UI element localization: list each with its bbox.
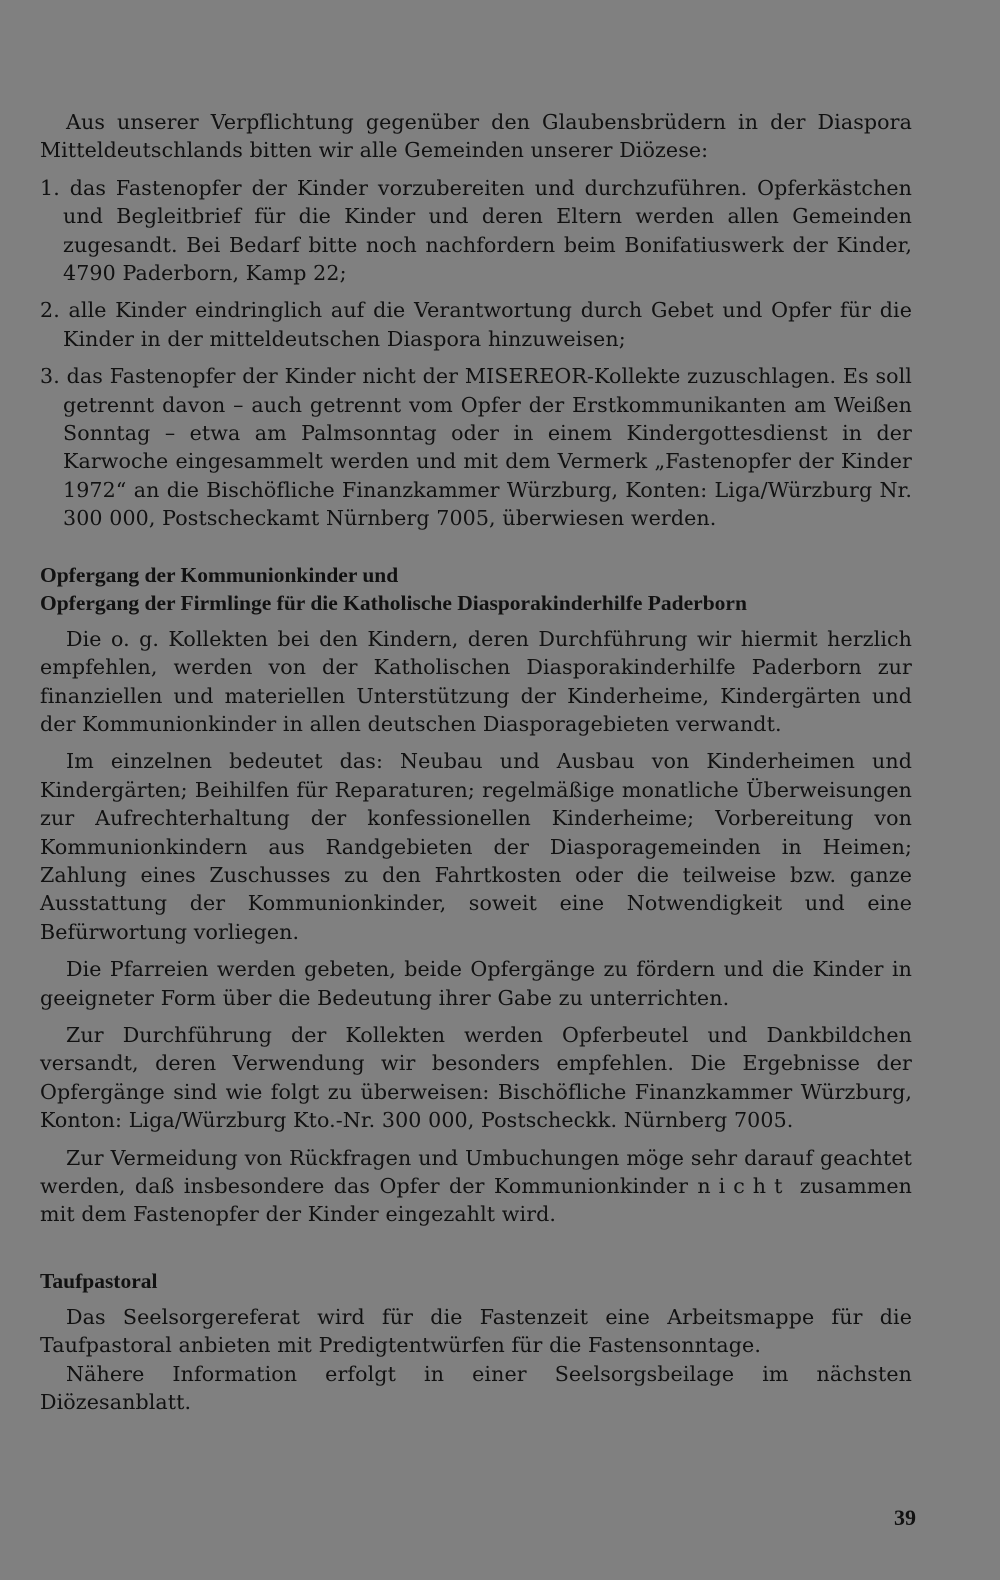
paragraph-seelsorgereferat: Das Seelsorgereferat wird für die Fastenzeit eine Arbeitsmappe für die Taufpastoral anbieten mit Predigtentwürfen für die Fastensonntage. <box>40 1304 912 1358</box>
emphasis-nicht: nicht <box>697 1174 791 1198</box>
paragraph-naehere-information: Nähere Information erfolgt in einer Seelsorgsbeilage im nächsten Diözesanblatt. <box>40 1361 912 1415</box>
list-item-1: 1. das Fastenopfer der Kinder vorzubereiten und durchzuführen. Opferkästchen und Begleitbrief für die Kinder und deren Eltern werden allen Gemeinden zugesandt. Bei Bedarf bitte noch nachfordern beim Bonifatiuswerk der Kinder, 4790 Paderborn, Kamp 22; <box>40 175 912 286</box>
intro-paragraph: Aus unserer Verpflichtung gegenüber den Glaubensbrüdern in der Diaspora Mitteldeutschlands bitten wir alle Gemeinden unserer Diözese: <box>40 110 912 163</box>
heading-taufpastoral: Taufpastoral <box>40 1268 158 1293</box>
list-item-2: 2. alle Kinder eindringlich auf die Verantwortung durch Gebet und Opfer für die Kinder in der mitteldeutschen Diaspora hinzuweisen; <box>40 298 912 351</box>
text-span: zusammen mit dem Fastenopfer der Kinder eingezahlt wird. <box>40 1174 912 1227</box>
heading-line-2: Opfergang der Firmlinge für die Katholische Diasporakinderhilfe Paderborn <box>40 590 747 615</box>
paragraph-pfarreien: Die Pfarreien werden gebeten, beide Opfergänge zu fördern und die Kinder in geeigneter Form über die Bedeutung ihrer Gabe zu unterrichten. <box>40 957 912 1010</box>
paragraph-im-einzelnen: Im einzelnen bedeutet das: Neubau und Ausbau von Kinderheimen und Kindergärten; Beihilfen für Reparaturen; regelmäßige monatliche Überweisungen zur Aufrechterhaltung der konfessionellen Kinderheime; Vorbereitung von Kommunionkindern aus Randgebieten der Diasporagemeinden in Heimen; Zahlung eines Zuschusses zu den Fahrtkosten oder die teilweise bzw. ganze Ausstattung der Kommunionkinder, soweit eine Notwendigkeit und eine Befürwortung vorliegen. <box>40 749 912 944</box>
page-number: 39 <box>894 1505 916 1530</box>
list-item-3: 3. das Fastenopfer der Kinder nicht der MISEREOR-Kollekte zuzuschlagen. Es soll getrennt davon – auch getrennt vom Opfer der Erstkommunikanten am Weißen Sonntag – etwa am Palmsonntag oder in einem Kindergottesdienst in der Karwoche eingesammelt werden und mit dem Vermerk „Fastenopfer der Kinder 1972“ an die Bischöfliche Finanzkammer Würzburg, Konten: Liga/Würzburg Nr. 300 000, Postscheckamt Nürnberg 7005, überwiesen werden. <box>40 364 912 531</box>
text-span: Zur Vermeidung von Rückfragen und Umbuchungen möge sehr darauf geachtet werden, daß insbesondere das Opfer der Kommunionkinder <box>40 1145 912 1198</box>
section-heading-opfergang <box>40 561 912 617</box>
paragraph-kollekten: Die o. g. Kollekten bei den Kindern, deren Durchführung wir hiermit herzlich empfehlen, werden von der Katholischen Diasporakinderhilfe Paderborn zur finanziellen und materiellen Unterstützung der Kinderheime, Kindergärten und der Kommunionkinder in allen deutschen Diasporagebieten verwandt. <box>40 626 912 736</box>
paragraph-vermeidung <box>40 1144 912 1229</box>
paragraph-durchfuehrung: Zur Durchführung der Kollekten werden Opferbeutel und Dankbildchen versandt, deren Verwendung wir besonders empfehlen. Die Ergebnisse der Opfergänge sind wie folgt zu überweisen: Bischöfliche Finanzkammer Würzburg, Konton: Liga/Würzburg Kto.-Nr. 300 000, Postscheckk. Nürnberg 7005. <box>40 1022 912 1133</box>
document-page <box>40 108 912 1416</box>
section-heading-taufpastoral <box>40 1267 912 1295</box>
heading-line-1: Opfergang der Kommunionkinder und <box>40 562 399 587</box>
